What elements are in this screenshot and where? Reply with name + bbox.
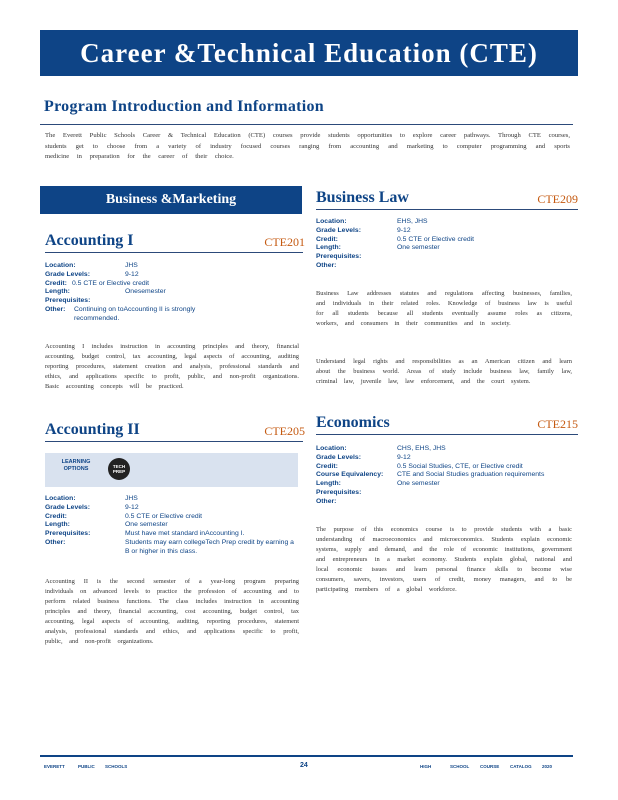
course-title-accounting1: Accounting I (45, 232, 134, 249)
accounting2-info (45, 495, 300, 557)
section-header-business: Business &Marketing (40, 186, 302, 214)
footer-catalog-1: HIGH (420, 764, 432, 769)
business-law-rule (316, 209, 578, 210)
credit-label: Credit: (45, 512, 67, 520)
prereq-label: Prerequisites: (45, 297, 91, 305)
grade-value: 9-12 (397, 453, 411, 461)
grade-value: 9-12 (125, 270, 139, 278)
location-value: CHS, EHS, JHS (397, 445, 446, 452)
other-label: Other: (45, 538, 66, 546)
accounting2-rule (45, 441, 303, 442)
footer-district-1: EVERETT (44, 764, 65, 769)
grade-label: Grade Levels: (45, 503, 90, 511)
length-label: Length: (45, 288, 70, 296)
prereq-label: Prerequisites: (316, 253, 362, 261)
prereq-label: Prerequisites: (316, 488, 362, 496)
footer-district-3: SCHOOLS (105, 764, 128, 769)
course-code-accounting1: CTE201 (264, 235, 305, 249)
course-title-economics: Economics (316, 414, 390, 431)
other-value: Students may earn collegeTech Prep credit by earning a B or higher in this class. (125, 538, 294, 555)
length-label: Length: (316, 480, 341, 488)
credit-value: 0.5 CTE or Elective credit (125, 512, 203, 520)
economics-rule (316, 434, 578, 435)
intro-title: Program Introduction and Information (44, 98, 325, 115)
prereq-label: Prerequisites: (45, 530, 91, 538)
course-code-accounting2: CTE205 (264, 424, 305, 438)
intro-rule (40, 124, 573, 125)
location-value: EHS, JHS (397, 218, 428, 225)
location-value: JHS (125, 495, 138, 502)
length-value: One semester (125, 521, 168, 529)
prereq-value: Must have met standard inAccounting I. (125, 530, 245, 538)
footer-catalog-2: SCHOOL (450, 764, 470, 769)
tech-prep-badge-icon: TECH PREP (108, 458, 130, 480)
location-label: Location: (316, 218, 347, 225)
catalog-banner: Career &Technical Education (CTE) (40, 30, 578, 76)
footer-catalog-3: COURSE (480, 764, 500, 769)
footer-district-2: PUBLIC (78, 764, 95, 769)
course-code-economics: CTE215 (537, 417, 578, 431)
location-label: Location: (45, 262, 76, 269)
grade-value: 9-12 (125, 503, 139, 511)
grade-label: Grade Levels: (316, 226, 361, 234)
credit-value: 0.5 CTE or Elective credit (397, 235, 475, 243)
footer-catalog-4: CATALOG (510, 764, 532, 769)
course-code-business-law: CTE209 (537, 192, 578, 206)
economics-description: The purpose of this economics course is to provide students with a basic understanding of macroeconomics and microeconomics. Students explain economic systems, supply and demand, and the role of economic institutions, government and entrepreneurs in a market economy. Students explain global, national and local economic issues and learn personal finance skills to become wise consumers, savers, investors, users of credit, money managers, and to be participating members of a global workforce. (316, 526, 572, 593)
other-value: Continuing on toAccounting II is strongly recommended. (74, 305, 196, 322)
accounting1-info (45, 262, 300, 324)
accounting1-rule (45, 252, 303, 253)
length-value: Onesemester (125, 288, 166, 296)
intro-text: The Everett Public Schools Career & Technical Education (CTE) courses provide students opportunities to explore career pathways. Through CTE courses, students get to choose from a variety of industry focused courses ranging from accounting and marketing to computer programming and sports medicine in preparation for the career of their choice. (45, 132, 570, 161)
grade-label: Grade Levels: (45, 270, 90, 278)
course-title-accounting2: Accounting II (45, 421, 140, 438)
credit-label: Credit: (316, 235, 338, 243)
location-label: Location: (45, 495, 76, 502)
footer-rule (40, 755, 573, 757)
footer-catalog-5: 2020 (542, 764, 553, 769)
equivalency-label: Course Equivalency: (316, 471, 384, 479)
accounting1-description: Accounting I includes instruction in accounting principles and theory, financial accounting, budget control, tax accounting, legal aspects of accounting, auditing reporting procedures, statement creation and analysis, professional standards and ethics, and applications specific to profit, public, and non-profit organizations. Basic accounting concepts will be practiced. (45, 343, 299, 390)
equivalency-value: CTE and Social Studies graduation requirements (397, 471, 545, 479)
length-value: One semester (397, 480, 440, 488)
credit-label: Credit: (316, 462, 338, 470)
other-label: Other: (316, 261, 337, 269)
location-value: JHS (125, 262, 138, 269)
business-law-info (316, 218, 576, 271)
location-label: Location: (316, 445, 347, 452)
credit-label: Credit: (45, 279, 67, 287)
course-title-business-law: Business Law (316, 189, 409, 206)
length-label: Length: (45, 521, 70, 529)
length-value: One semester (397, 244, 440, 252)
other-label: Other: (316, 497, 337, 505)
grade-value: 9-12 (397, 226, 411, 234)
credit-value: 0.5 CTE or Elective credit (72, 279, 150, 287)
accounting2-description: Accounting II is the second semester of a year-long program preparing individuals on advanced levels to practice the profession of accounting and to perform related business functions. The class includes instruction in accounting principles and theory, financial accounting, cost accounting, budget control, tax accounting, legal aspects of accounting, auditing, reporting procedures, statement analysis, professional standards and ethics, and applications specific to profit, public, and non-profit organizations. (45, 578, 299, 645)
business-law-description-2: Understand legal rights and responsibilities as an American citizen and learn about the business world. Areas of study include business law, family law, criminal law, juvenile law, law enforcement, and the court system. (316, 358, 572, 385)
page-number: 24 (300, 762, 308, 769)
business-law-description-1: Business Law addresses statutes and regulations affecting businesses, families, and individuals in their related roles. Knowledge of business law is useful for all students because all students eventually assume roles as citizens, workers, and consumers in their communities and in society. (316, 290, 572, 327)
length-label: Length: (316, 244, 341, 252)
economics-info (316, 445, 578, 507)
grade-label: Grade Levels: (316, 453, 361, 461)
credit-value: 0.5 Social Studies, CTE, or Elective credit (397, 462, 523, 470)
learning-options-label: LEARNING OPTIONS (61, 459, 91, 472)
other-label: Other: (45, 305, 66, 313)
